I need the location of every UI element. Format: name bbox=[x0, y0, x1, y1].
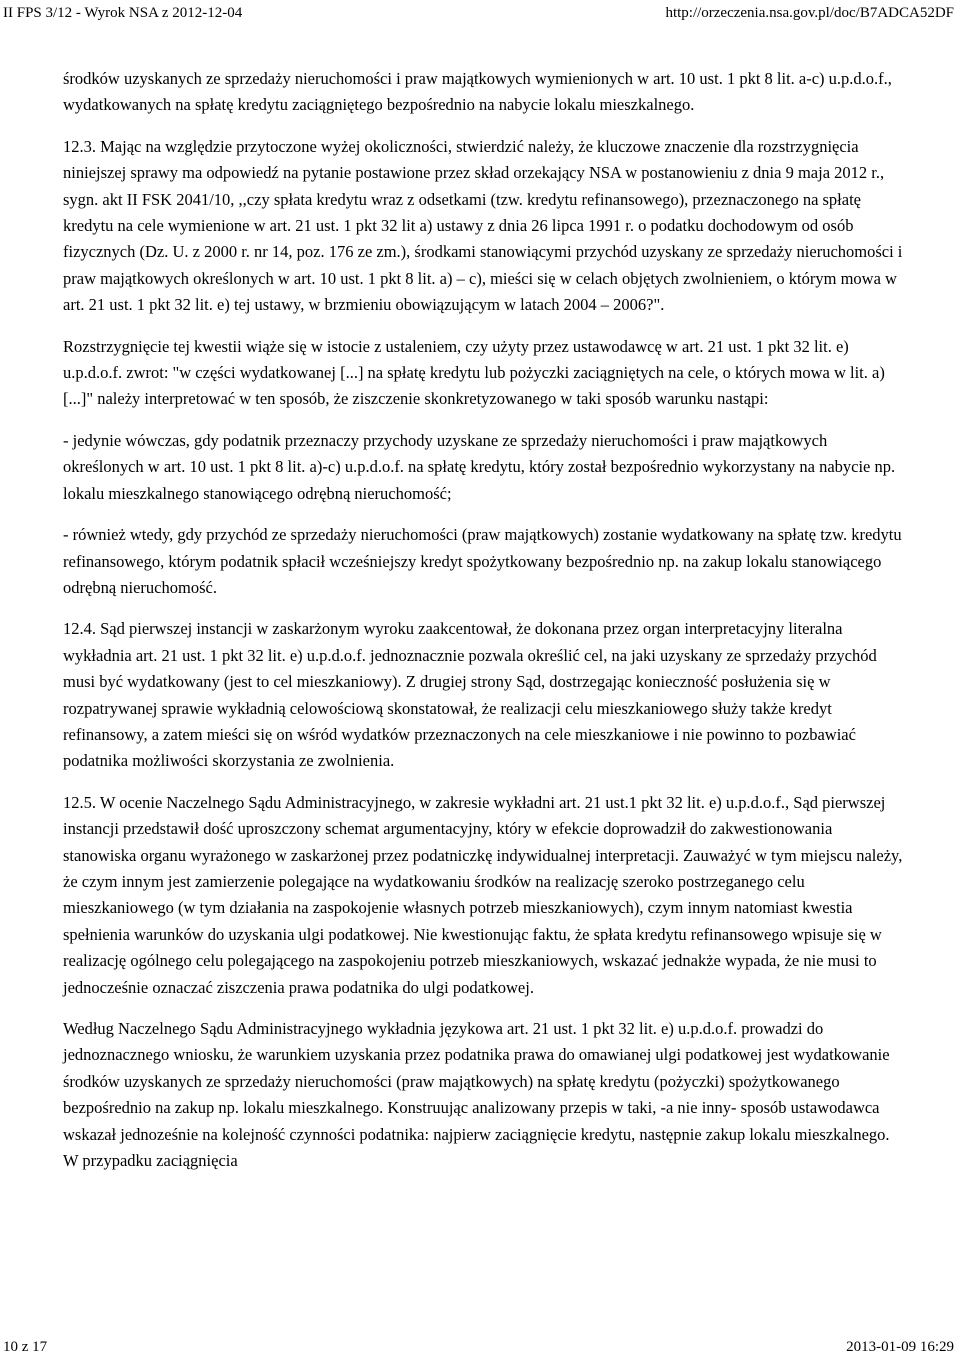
header-document-title: II FPS 3/12 - Wyrok NSA z 2012-12-04 bbox=[3, 5, 243, 21]
paragraph: 12.3. Mając na względzie przytoczone wyżej okoliczności, stwierdzić należy, że kluczowe znaczenie dla rozstrzygnięcia niniejszej sprawy ma odpowiedź na pytanie postawione przez skład orzekający NSA w postanowieniu z dnia 9 maja 2012 r., sygn. akt II FSK 2041/10, ,,czy spłata kredytu wraz z odsetkami (tzw. kredytu refinansowego), przeznaczonego na spłatę kredytu na cele wymienione w art. 21 ust. 1 pkt 32 lit a) ustawy z dnia 26 lipca 1991 r. o podatku dochodowym od osób fizycznych (Dz. U. z 2000 r. nr 14, poz. 176 ze zm.), środkami stanowiącymi przychód uzyskany ze sprzedaży nieruchomości i praw majątkowych określonych w art. 10 ust. 1 pkt 8 lit. a) – c), mieści się w celach objętych zwolnieniem, o którym mowa w art. 21 ust. 1 pkt 32 lit. e) tej ustawy, w brzmieniu obowiązującym w latach 2004 – 2006?". bbox=[63, 136, 903, 315]
paragraph: Według Naczelnego Sądu Administracyjnego wykładnia językowa art. 21 ust. 1 pkt 32 lit. e) u.p.d.o.f. prowadzi do jednoznacznego wniosku, że warunkiem uzyskania przez podatnika prawa do omawianej ulgi podatkowej jest wydatkowanie środków uzyskanych ze sprzedaży nieruchomości (praw majątkowych) na spłatę kredytu (pożyczki) spożytkowanego bezpośrednio na zakup np. lokalu mieszkalnego. Konstruując analizowany przepis w taki, -a nie inny- sposób ustawodawca wskazał jednoześnie na kolejność czynności podatnika: najpierw zaciągnięcie kredytu, następnie zakup lokalu mieszkalnego. W przypadku zaciągnięcia bbox=[63, 1019, 890, 1171]
paragraph: środków uzyskanych ze sprzedaży nieruchomości i praw majątkowych wymienionych w art. 10 ust. 1 pkt 8 lit. a-c) u.p.d.o.f., wydatkowanych na spłatę kredytu zaciągniętego bezpośrednio na nabycie lokalu mieszkalnego. bbox=[63, 69, 892, 115]
document-body bbox=[63, 66, 903, 1189]
header-url[interactable]: http://orzeczenia.nsa.gov.pl/doc/B7ADCA52DF bbox=[665, 5, 954, 21]
page-header bbox=[0, 4, 960, 24]
paragraph: - również wtedy, gdy przychód ze sprzedaży nieruchomości (praw majątkowych) zostanie wydatkowany na spłatę tzw. kredytu refinansowego, którym podatnik spłacił wcześniejszy kredyt spożytkowany bezpośrednio np. na zakup lokalu stanowiącego odrębną nieruchomość. bbox=[63, 525, 902, 597]
paragraph: - jedynie wówczas, gdy podatnik przeznaczy przychody uzyskane ze sprzedaży nieruchomości i praw majątkowych określonych w art. 10 ust. 1 pkt 8 lit. a)-c) u.p.d.o.f. na spłatę kredytu, który został bezpośrednio wykorzystany na nabycie np. lokalu mieszkalnego stanowiącego odrębną nieruchomość; bbox=[63, 430, 896, 503]
paragraph: Rozstrzygnięcie tej kwestii wiąże się w istocie z ustaleniem, czy użyty przez ustawodawcę w art. 21 ust. 1 pkt 32 lit. e) u.p.d.o.f. zwrot: "w części wydatkowanej [...] na spłatę kredytu lub pożyczki zaciągniętych na cele, o których mowa w lit. a) [...]" należy interpretować w ten sposób, że ziszczenie skonkretyzowanego w taki sposób warunku nastąpi: bbox=[63, 336, 885, 409]
page-footer bbox=[0, 1338, 960, 1358]
paragraph: 12.4. Sąd pierwszej instancji w zaskarżonym wyroku zaakcentował, że dokonana przez organ interpretacyjny literalna wykładnia art. 21 ust. 1 pkt 32 lit. e) u.p.d.o.f. jednoznacznie pozwala określić cel, na jaki uzyskany ze sprzedaży przychód musi być wydatkowany (jest to cel mieszkaniowy). Z drugiej strony Sąd, dostrzegając konieczność posłużenia się w rozpatrywanej sprawie wykładnią celowościową skonstatował, że realizacji celu mieszkaniowego służy także kredyt refinansowy, a zatem mieści się on wśród wydatków przeznaczonych na cele mieszkaniowe i nie powinno to pozbawiać podatnika możliwości skorzystania ze zwolnienia. bbox=[63, 619, 877, 771]
print-timestamp: 2013-01-09 16:29 bbox=[846, 1339, 954, 1355]
paragraph: 12.5. W ocenie Naczelnego Sądu Administracyjnego, w zakresie wykładni art. 21 ust.1 pkt 32 lit. e) u.p.d.o.f., Sąd pierwszej instancji przedstawił dość uproszczony schemat argumentacyjny, który w efekcie doprowadził do zakwestionowania stanowiska organu wyrażonego w zaskarżonej przez podatniczkę indywidualnej interpretacji. Zauważyć w tym miejscu należy, że czym innym jest zamierzenie polegające na wydatkowaniu środków na realizację szeroko postrzeganego celu mieszkaniowego (w tym działania na zaspokojenie własnych potrzeb mieszkaniowych), czym innym natomiast kwestia spełnienia warunków do uzyskania ulgi podatkowej. Nie kwestionując faktu, że spłata kredytu refinansowego wpisuje się w realizację ogólnego celu polegającego na zaspokojeniu potrzeb mieszkaniowych, wskazać jednakże wypada, że nie musi to jednocześnie oznaczać ziszczenia prawa podatnika do ulgi podatkowej. bbox=[63, 792, 903, 997]
page-number: 10 z 17 bbox=[3, 1339, 48, 1355]
